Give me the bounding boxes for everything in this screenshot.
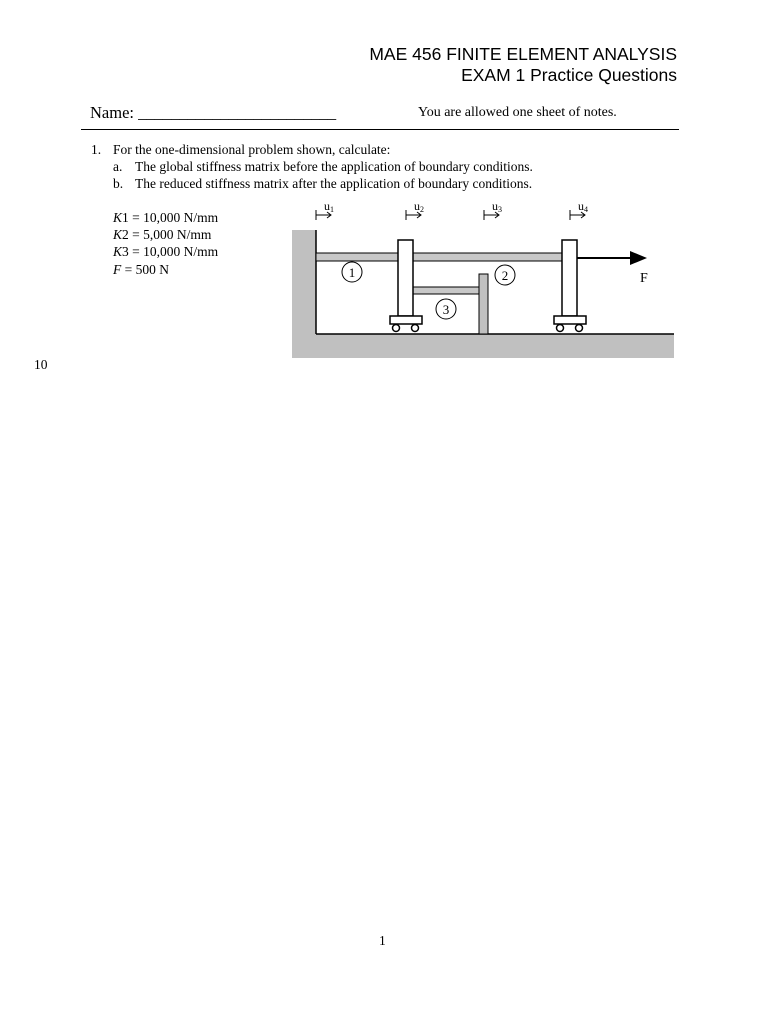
- given-force: F = 500 N: [113, 262, 169, 277]
- force-label: F: [640, 271, 648, 286]
- part-a-text: The global stiffness matrix before the application of boundary conditions.: [135, 159, 533, 174]
- spring-element-1: [316, 253, 398, 261]
- spring-system-diagram: [0, 0, 768, 380]
- part-b-letter: b.: [113, 176, 124, 191]
- given-k3: K3 = 10,000 N/mm: [113, 244, 219, 259]
- svg-text:3: 3: [442, 302, 450, 317]
- course-title: MAE 456 FINITE ELEMENT ANALYSIS: [369, 44, 677, 64]
- spring-element-3: [413, 287, 479, 294]
- displacement-u2: [406, 199, 424, 220]
- force-arrow: [577, 251, 647, 265]
- part-b-text: The reduced stiffness matrix after the application of boundary conditions.: [135, 176, 533, 191]
- displacement-u4: [570, 199, 588, 220]
- svg-text:u1: u1: [324, 199, 334, 214]
- element-label-3: [436, 299, 456, 319]
- displacement-u3: [484, 199, 502, 220]
- question-number: 1.: [91, 142, 102, 157]
- question-points: 10: [34, 357, 48, 372]
- given-k2: K2 = 5,000 N/mm: [113, 227, 212, 242]
- displacement-u1: [316, 199, 334, 220]
- svg-text:u2: u2: [414, 199, 424, 214]
- svg-text:2: 2: [501, 268, 509, 283]
- notes-instruction: You are allowed one sheet of notes.: [418, 105, 617, 120]
- svg-text:u4: u4: [578, 199, 588, 214]
- element-label-1: [342, 262, 362, 282]
- exam-title: EXAM 1 Practice Questions: [461, 65, 677, 85]
- question-prompt: For the one-dimensional problem shown, calculate:: [113, 142, 391, 157]
- given-k1: K1 = 10,000 N/mm: [113, 210, 219, 225]
- page-number: 1: [379, 933, 386, 948]
- spring-element-2: [413, 253, 562, 261]
- wall-post: [479, 274, 488, 334]
- name-field-label: Name: ________________________: [90, 103, 337, 122]
- element-label-2: [495, 265, 515, 285]
- part-a-letter: a.: [113, 159, 123, 174]
- svg-text:u3: u3: [492, 199, 502, 214]
- svg-text:1: 1: [348, 265, 356, 280]
